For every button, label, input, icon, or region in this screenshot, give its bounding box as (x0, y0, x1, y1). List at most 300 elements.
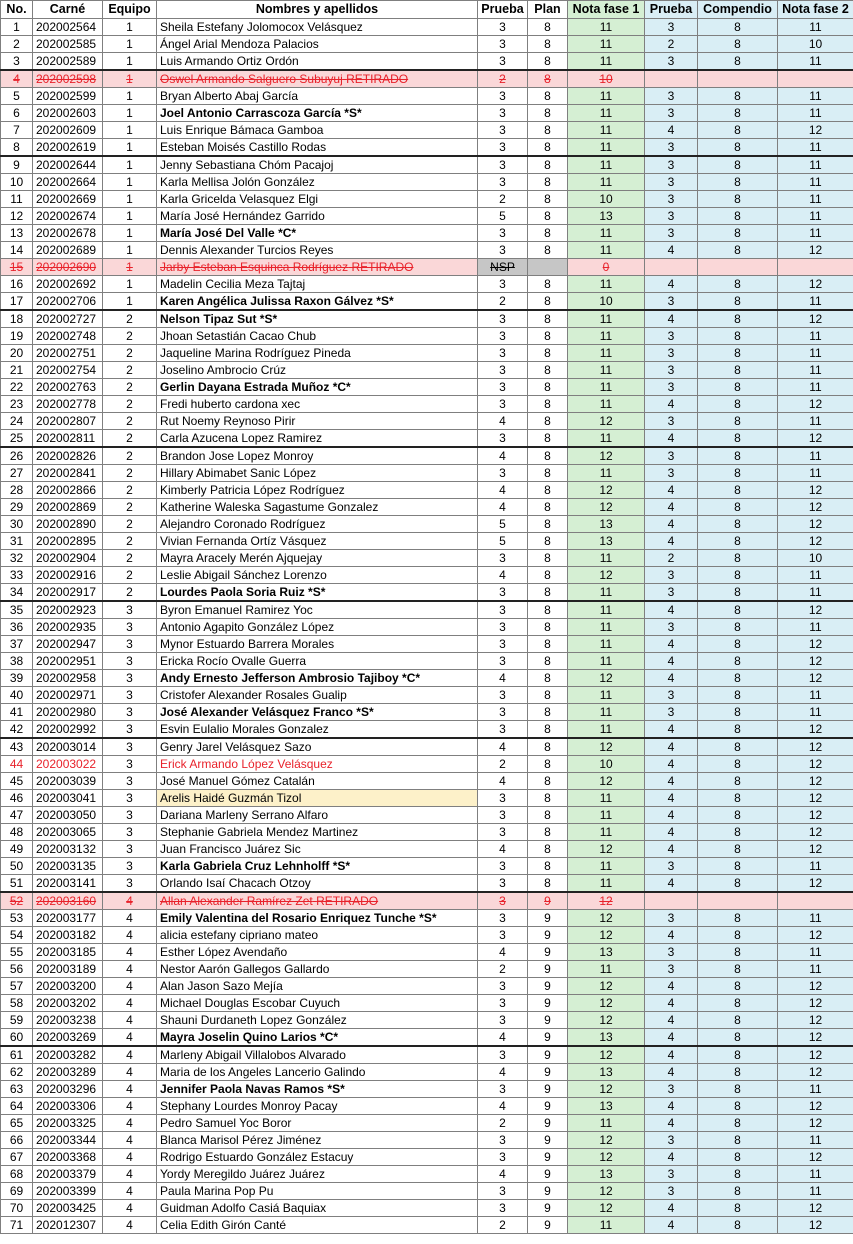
col-header-prueba-2[interactable]: Prueba (645, 1, 698, 19)
cell-nota-fase-2[interactable] (778, 482, 853, 499)
col-header-no[interactable]: No. (1, 1, 33, 19)
cell-plan[interactable] (528, 567, 568, 584)
cell-name[interactable] (157, 1081, 478, 1098)
cell-compendio[interactable] (698, 482, 778, 499)
cell-nota-fase-1[interactable] (568, 88, 645, 105)
cell-nota-fase-1[interactable] (568, 328, 645, 345)
cell-prueba-2[interactable] (645, 1183, 698, 1200)
cell-equipo[interactable] (103, 19, 157, 36)
cell-prueba-1[interactable] (478, 995, 528, 1012)
cell-nota-fase-2[interactable] (778, 242, 853, 259)
cell-no[interactable] (1, 841, 33, 858)
cell-prueba-2[interactable] (645, 139, 698, 157)
cell-no[interactable] (1, 636, 33, 653)
cell-nota-fase-1[interactable] (568, 567, 645, 584)
cell-nota-fase-1[interactable] (568, 242, 645, 259)
cell-prueba-1[interactable] (478, 567, 528, 584)
cell-nota-fase-1[interactable] (568, 447, 645, 465)
cell-plan[interactable] (528, 36, 568, 53)
cell-name[interactable] (157, 807, 478, 824)
cell-no[interactable] (1, 875, 33, 893)
cell-plan[interactable] (528, 995, 568, 1012)
cell-name[interactable] (157, 841, 478, 858)
cell-compendio[interactable] (698, 824, 778, 841)
cell-prueba-1[interactable] (478, 208, 528, 225)
cell-compendio[interactable] (698, 584, 778, 602)
cell-name[interactable] (157, 910, 478, 927)
col-header-compendio[interactable]: Compendio (698, 1, 778, 19)
cell-prueba-2[interactable] (645, 516, 698, 533)
cell-nota-fase-1[interactable] (568, 430, 645, 448)
cell-equipo[interactable] (103, 790, 157, 807)
cell-no[interactable] (1, 704, 33, 721)
cell-no[interactable] (1, 225, 33, 242)
cell-nota-fase-2[interactable] (778, 1217, 853, 1234)
cell-nota-fase-2[interactable] (778, 191, 853, 208)
cell-prueba-2[interactable] (645, 430, 698, 448)
cell-compendio[interactable] (698, 362, 778, 379)
cell-name[interactable] (157, 773, 478, 790)
cell-no[interactable] (1, 1098, 33, 1115)
cell-nota-fase-2[interactable] (778, 379, 853, 396)
cell-compendio[interactable] (698, 1029, 778, 1047)
cell-prueba-2[interactable] (645, 1115, 698, 1132)
cell-compendio[interactable] (698, 447, 778, 465)
cell-plan[interactable] (528, 670, 568, 687)
cell-prueba-1[interactable] (478, 88, 528, 105)
cell-prueba-1[interactable] (478, 687, 528, 704)
cell-equipo[interactable] (103, 1183, 157, 1200)
cell-prueba-2[interactable] (645, 191, 698, 208)
cell-plan[interactable] (528, 824, 568, 841)
cell-prueba-2[interactable] (645, 1166, 698, 1183)
cell-equipo[interactable] (103, 550, 157, 567)
cell-no[interactable] (1, 567, 33, 584)
cell-nota-fase-2[interactable] (778, 875, 853, 893)
cell-equipo[interactable] (103, 36, 157, 53)
cell-carne[interactable] (33, 824, 103, 841)
cell-equipo[interactable] (103, 345, 157, 362)
cell-no[interactable] (1, 465, 33, 482)
cell-compendio[interactable] (698, 465, 778, 482)
cell-compendio[interactable] (698, 430, 778, 448)
cell-plan[interactable] (528, 122, 568, 139)
cell-prueba-2[interactable] (645, 345, 698, 362)
cell-prueba-2[interactable] (645, 824, 698, 841)
cell-name[interactable] (157, 19, 478, 36)
col-header-nota-fase-2[interactable]: Nota fase 2 (778, 1, 853, 19)
cell-nota-fase-2[interactable] (778, 122, 853, 139)
cell-equipo[interactable] (103, 653, 157, 670)
cell-equipo[interactable] (103, 721, 157, 739)
cell-no[interactable] (1, 1200, 33, 1217)
cell-no[interactable] (1, 653, 33, 670)
cell-prueba-1[interactable] (478, 242, 528, 259)
cell-equipo[interactable] (103, 1217, 157, 1234)
cell-name[interactable] (157, 978, 478, 995)
cell-compendio[interactable] (698, 499, 778, 516)
cell-name[interactable] (157, 1149, 478, 1166)
cell-equipo[interactable] (103, 208, 157, 225)
cell-name[interactable] (157, 482, 478, 499)
cell-plan[interactable] (528, 773, 568, 790)
cell-prueba-2[interactable] (645, 687, 698, 704)
cell-prueba-1[interactable] (478, 70, 528, 88)
cell-nota-fase-2[interactable] (778, 910, 853, 927)
cell-equipo[interactable] (103, 1029, 157, 1047)
cell-nota-fase-1[interactable] (568, 156, 645, 174)
cell-nota-fase-2[interactable] (778, 362, 853, 379)
cell-plan[interactable] (528, 1098, 568, 1115)
cell-carne[interactable] (33, 756, 103, 773)
cell-prueba-2[interactable] (645, 499, 698, 516)
cell-name[interactable] (157, 499, 478, 516)
cell-nota-fase-2[interactable] (778, 790, 853, 807)
cell-carne[interactable] (33, 191, 103, 208)
cell-equipo[interactable] (103, 259, 157, 276)
cell-no[interactable] (1, 430, 33, 448)
cell-carne[interactable] (33, 70, 103, 88)
cell-plan[interactable] (528, 550, 568, 567)
cell-no[interactable] (1, 978, 33, 995)
cell-name[interactable] (157, 1217, 478, 1234)
cell-prueba-1[interactable] (478, 293, 528, 311)
cell-plan[interactable] (528, 601, 568, 619)
cell-no[interactable] (1, 619, 33, 636)
cell-equipo[interactable] (103, 773, 157, 790)
cell-compendio[interactable] (698, 293, 778, 311)
cell-no[interactable] (1, 995, 33, 1012)
cell-carne[interactable] (33, 584, 103, 602)
cell-plan[interactable] (528, 19, 568, 36)
cell-name[interactable] (157, 208, 478, 225)
cell-plan[interactable] (528, 944, 568, 961)
cell-no[interactable] (1, 961, 33, 978)
cell-no[interactable] (1, 156, 33, 174)
cell-prueba-1[interactable] (478, 430, 528, 448)
cell-nota-fase-1[interactable] (568, 362, 645, 379)
cell-plan[interactable] (528, 156, 568, 174)
cell-nota-fase-1[interactable] (568, 858, 645, 875)
cell-carne[interactable] (33, 841, 103, 858)
cell-compendio[interactable] (698, 567, 778, 584)
cell-prueba-2[interactable] (645, 995, 698, 1012)
cell-name[interactable] (157, 601, 478, 619)
cell-prueba-1[interactable] (478, 1098, 528, 1115)
cell-name[interactable] (157, 858, 478, 875)
cell-carne[interactable] (33, 482, 103, 499)
cell-nota-fase-2[interactable] (778, 533, 853, 550)
cell-name[interactable] (157, 756, 478, 773)
cell-compendio[interactable] (698, 36, 778, 53)
cell-nota-fase-2[interactable] (778, 670, 853, 687)
cell-nota-fase-2[interactable] (778, 345, 853, 362)
cell-prueba-2[interactable] (645, 1098, 698, 1115)
cell-nota-fase-1[interactable] (568, 807, 645, 824)
cell-prueba-2[interactable] (645, 550, 698, 567)
cell-name[interactable] (157, 619, 478, 636)
cell-compendio[interactable] (698, 773, 778, 790)
cell-prueba-2[interactable] (645, 653, 698, 670)
cell-prueba-2[interactable] (645, 790, 698, 807)
cell-nota-fase-2[interactable] (778, 567, 853, 584)
cell-no[interactable] (1, 1183, 33, 1200)
cell-nota-fase-2[interactable] (778, 328, 853, 345)
cell-no[interactable] (1, 174, 33, 191)
cell-prueba-1[interactable] (478, 670, 528, 687)
cell-nota-fase-1[interactable] (568, 36, 645, 53)
cell-compendio[interactable] (698, 328, 778, 345)
cell-compendio[interactable] (698, 1183, 778, 1200)
col-header-prueba-1[interactable]: Prueba (478, 1, 528, 19)
cell-carne[interactable] (33, 1217, 103, 1234)
cell-nota-fase-1[interactable] (568, 225, 645, 242)
cell-plan[interactable] (528, 738, 568, 756)
cell-plan[interactable] (528, 704, 568, 721)
cell-nota-fase-1[interactable] (568, 756, 645, 773)
cell-plan[interactable] (528, 619, 568, 636)
cell-equipo[interactable] (103, 858, 157, 875)
cell-no[interactable] (1, 1217, 33, 1234)
cell-carne[interactable] (33, 1064, 103, 1081)
cell-plan[interactable] (528, 584, 568, 602)
cell-nota-fase-1[interactable] (568, 53, 645, 71)
cell-plan[interactable] (528, 1200, 568, 1217)
cell-no[interactable] (1, 310, 33, 328)
cell-prueba-1[interactable] (478, 328, 528, 345)
cell-plan[interactable] (528, 293, 568, 311)
cell-no[interactable] (1, 242, 33, 259)
cell-prueba-1[interactable] (478, 1166, 528, 1183)
cell-compendio[interactable] (698, 1217, 778, 1234)
cell-name[interactable] (157, 430, 478, 448)
cell-prueba-2[interactable] (645, 379, 698, 396)
cell-prueba-1[interactable] (478, 19, 528, 36)
cell-name[interactable] (157, 721, 478, 739)
cell-name[interactable] (157, 738, 478, 756)
cell-equipo[interactable] (103, 756, 157, 773)
cell-nota-fase-2[interactable] (778, 961, 853, 978)
cell-nota-fase-1[interactable] (568, 995, 645, 1012)
cell-name[interactable] (157, 1183, 478, 1200)
cell-prueba-1[interactable] (478, 841, 528, 858)
cell-carne[interactable] (33, 499, 103, 516)
cell-prueba-2[interactable] (645, 174, 698, 191)
cell-nota-fase-1[interactable] (568, 516, 645, 533)
cell-nota-fase-2[interactable] (778, 105, 853, 122)
cell-carne[interactable] (33, 53, 103, 71)
cell-plan[interactable] (528, 910, 568, 927)
cell-nota-fase-1[interactable] (568, 139, 645, 157)
cell-no[interactable] (1, 293, 33, 311)
cell-carne[interactable] (33, 105, 103, 122)
cell-nota-fase-1[interactable] (568, 276, 645, 293)
cell-plan[interactable] (528, 1081, 568, 1098)
cell-nota-fase-2[interactable] (778, 1166, 853, 1183)
cell-name[interactable] (157, 550, 478, 567)
cell-prueba-1[interactable] (478, 619, 528, 636)
cell-carne[interactable] (33, 807, 103, 824)
cell-equipo[interactable] (103, 670, 157, 687)
cell-carne[interactable] (33, 721, 103, 739)
cell-plan[interactable] (528, 310, 568, 328)
cell-equipo[interactable] (103, 1200, 157, 1217)
cell-nota-fase-2[interactable] (778, 1029, 853, 1047)
cell-carne[interactable] (33, 88, 103, 105)
cell-compendio[interactable] (698, 139, 778, 157)
cell-nota-fase-2[interactable] (778, 499, 853, 516)
cell-prueba-1[interactable] (478, 413, 528, 430)
cell-no[interactable] (1, 1166, 33, 1183)
cell-prueba-1[interactable] (478, 1081, 528, 1098)
cell-carne[interactable] (33, 619, 103, 636)
cell-nota-fase-1[interactable] (568, 1200, 645, 1217)
cell-nota-fase-1[interactable] (568, 19, 645, 36)
cell-carne[interactable] (33, 19, 103, 36)
cell-prueba-1[interactable] (478, 910, 528, 927)
cell-nota-fase-1[interactable] (568, 413, 645, 430)
cell-nota-fase-1[interactable] (568, 1012, 645, 1029)
cell-prueba-2[interactable] (645, 1132, 698, 1149)
cell-compendio[interactable] (698, 653, 778, 670)
cell-carne[interactable] (33, 156, 103, 174)
cell-compendio[interactable] (698, 156, 778, 174)
cell-no[interactable] (1, 191, 33, 208)
cell-plan[interactable] (528, 1115, 568, 1132)
cell-compendio[interactable] (698, 242, 778, 259)
cell-equipo[interactable] (103, 892, 157, 910)
cell-no[interactable] (1, 19, 33, 36)
col-header-nota-fase-1[interactable]: Nota fase 1 (568, 1, 645, 19)
cell-carne[interactable] (33, 328, 103, 345)
cell-prueba-2[interactable] (645, 1200, 698, 1217)
cell-prueba-2[interactable] (645, 892, 698, 910)
cell-prueba-1[interactable] (478, 259, 528, 276)
cell-nota-fase-2[interactable] (778, 259, 853, 276)
cell-carne[interactable] (33, 379, 103, 396)
cell-equipo[interactable] (103, 619, 157, 636)
cell-no[interactable] (1, 601, 33, 619)
cell-prueba-2[interactable] (645, 1012, 698, 1029)
cell-compendio[interactable] (698, 345, 778, 362)
cell-equipo[interactable] (103, 242, 157, 259)
cell-no[interactable] (1, 858, 33, 875)
cell-no[interactable] (1, 70, 33, 88)
cell-prueba-1[interactable] (478, 892, 528, 910)
cell-name[interactable] (157, 704, 478, 721)
cell-plan[interactable] (528, 516, 568, 533)
cell-name[interactable] (157, 670, 478, 687)
cell-equipo[interactable] (103, 413, 157, 430)
cell-carne[interactable] (33, 687, 103, 704)
cell-equipo[interactable] (103, 174, 157, 191)
cell-equipo[interactable] (103, 584, 157, 602)
cell-carne[interactable] (33, 567, 103, 584)
cell-nota-fase-1[interactable] (568, 1064, 645, 1081)
cell-nota-fase-2[interactable] (778, 276, 853, 293)
cell-name[interactable] (157, 225, 478, 242)
cell-plan[interactable] (528, 653, 568, 670)
cell-compendio[interactable] (698, 70, 778, 88)
cell-prueba-2[interactable] (645, 858, 698, 875)
cell-name[interactable] (157, 1166, 478, 1183)
cell-plan[interactable] (528, 790, 568, 807)
cell-nota-fase-1[interactable] (568, 1081, 645, 1098)
cell-compendio[interactable] (698, 619, 778, 636)
cell-equipo[interactable] (103, 841, 157, 858)
cell-prueba-2[interactable] (645, 636, 698, 653)
cell-name[interactable] (157, 465, 478, 482)
cell-plan[interactable] (528, 1149, 568, 1166)
cell-no[interactable] (1, 1064, 33, 1081)
cell-equipo[interactable] (103, 88, 157, 105)
cell-compendio[interactable] (698, 225, 778, 242)
cell-nota-fase-2[interactable] (778, 413, 853, 430)
cell-name[interactable] (157, 259, 478, 276)
cell-prueba-1[interactable] (478, 122, 528, 139)
cell-no[interactable] (1, 379, 33, 396)
cell-prueba-2[interactable] (645, 276, 698, 293)
cell-no[interactable] (1, 824, 33, 841)
cell-no[interactable] (1, 105, 33, 122)
cell-nota-fase-2[interactable] (778, 465, 853, 482)
cell-name[interactable] (157, 1115, 478, 1132)
cell-prueba-1[interactable] (478, 276, 528, 293)
cell-prueba-1[interactable] (478, 824, 528, 841)
cell-nota-fase-1[interactable] (568, 704, 645, 721)
cell-nota-fase-2[interactable] (778, 892, 853, 910)
cell-nota-fase-2[interactable] (778, 208, 853, 225)
cell-nota-fase-2[interactable] (778, 396, 853, 413)
cell-prueba-2[interactable] (645, 362, 698, 379)
cell-plan[interactable] (528, 379, 568, 396)
cell-prueba-1[interactable] (478, 156, 528, 174)
cell-prueba-2[interactable] (645, 310, 698, 328)
cell-compendio[interactable] (698, 670, 778, 687)
cell-no[interactable] (1, 345, 33, 362)
cell-prueba-1[interactable] (478, 191, 528, 208)
cell-name[interactable] (157, 636, 478, 653)
cell-carne[interactable] (33, 875, 103, 893)
cell-name[interactable] (157, 413, 478, 430)
cell-compendio[interactable] (698, 1166, 778, 1183)
cell-name[interactable] (157, 53, 478, 71)
cell-compendio[interactable] (698, 19, 778, 36)
cell-equipo[interactable] (103, 362, 157, 379)
cell-prueba-2[interactable] (645, 1149, 698, 1166)
cell-nota-fase-1[interactable] (568, 533, 645, 550)
cell-carne[interactable] (33, 1132, 103, 1149)
cell-equipo[interactable] (103, 978, 157, 995)
cell-prueba-1[interactable] (478, 721, 528, 739)
cell-nota-fase-1[interactable] (568, 208, 645, 225)
cell-name[interactable] (157, 533, 478, 550)
cell-plan[interactable] (528, 276, 568, 293)
cell-carne[interactable] (33, 242, 103, 259)
cell-nota-fase-1[interactable] (568, 790, 645, 807)
cell-carne[interactable] (33, 995, 103, 1012)
cell-carne[interactable] (33, 892, 103, 910)
cell-carne[interactable] (33, 978, 103, 995)
cell-plan[interactable] (528, 105, 568, 122)
cell-compendio[interactable] (698, 550, 778, 567)
cell-name[interactable] (157, 396, 478, 413)
cell-prueba-2[interactable] (645, 875, 698, 893)
cell-no[interactable] (1, 139, 33, 157)
cell-no[interactable] (1, 396, 33, 413)
cell-plan[interactable] (528, 1183, 568, 1200)
cell-prueba-2[interactable] (645, 259, 698, 276)
